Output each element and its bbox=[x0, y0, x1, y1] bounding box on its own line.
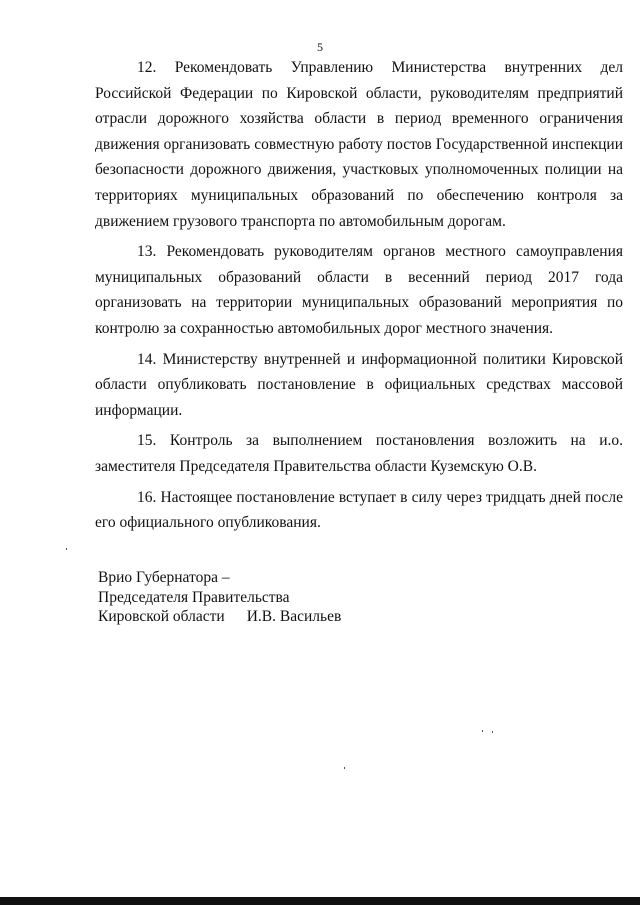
signature-block bbox=[98, 568, 341, 627]
scan-edge-bar bbox=[0, 897, 640, 905]
signature-title-line-1: Врио Губернатора – bbox=[98, 569, 230, 586]
scan-speck bbox=[344, 767, 345, 769]
paragraph-16: 16. Настоящее постановление вступает в силу через тридцать дней после его официального опубликования. bbox=[95, 488, 623, 532]
scan-speck bbox=[66, 548, 67, 550]
page-number: 5 bbox=[317, 40, 323, 54]
document-body bbox=[95, 55, 623, 536]
scan-speck bbox=[482, 730, 483, 732]
scan-speck bbox=[492, 731, 493, 733]
paragraph-15: 15. Контроль за выполнением постановления возложить на и.о. заместителя Председателя Правительства области Куземскую О.В. bbox=[95, 432, 623, 475]
paragraph-12: 12. Рекомендовать Управлению Министерства внутренних дел Российской Федерации по Кировской области, руководителям предприятий отрасли дорожного хозяйства области в период временного ограничения движения организовать совместную работу постов Государственной инспекции безопасности дорожного движения, участковых уполномоченных полиции на территориях муниципальных образований по обеспечению контроля за движением грузового транспорта по автомобильным дорогам. bbox=[95, 59, 623, 230]
signatory-name: И.В. Васильев bbox=[246, 608, 342, 625]
signature-title-line-3 bbox=[98, 607, 341, 627]
paragraph-14: 14. Министерству внутренней и информационной политики Кировской области опубликовать постановление в официальных средствах массовой информации. bbox=[95, 350, 623, 419]
paragraph-13: 13. Рекомендовать руководителям органов местного самоуправления муниципальных образований области в весенний период 2017 года организовать на территории муниципальных образований мероприятия по контролю за сохранностью автомобильных дорог местного значения. bbox=[95, 243, 623, 337]
signature-title-line-2: Председателя Правительства bbox=[98, 588, 290, 606]
signature-region: Кировской области bbox=[98, 608, 225, 625]
